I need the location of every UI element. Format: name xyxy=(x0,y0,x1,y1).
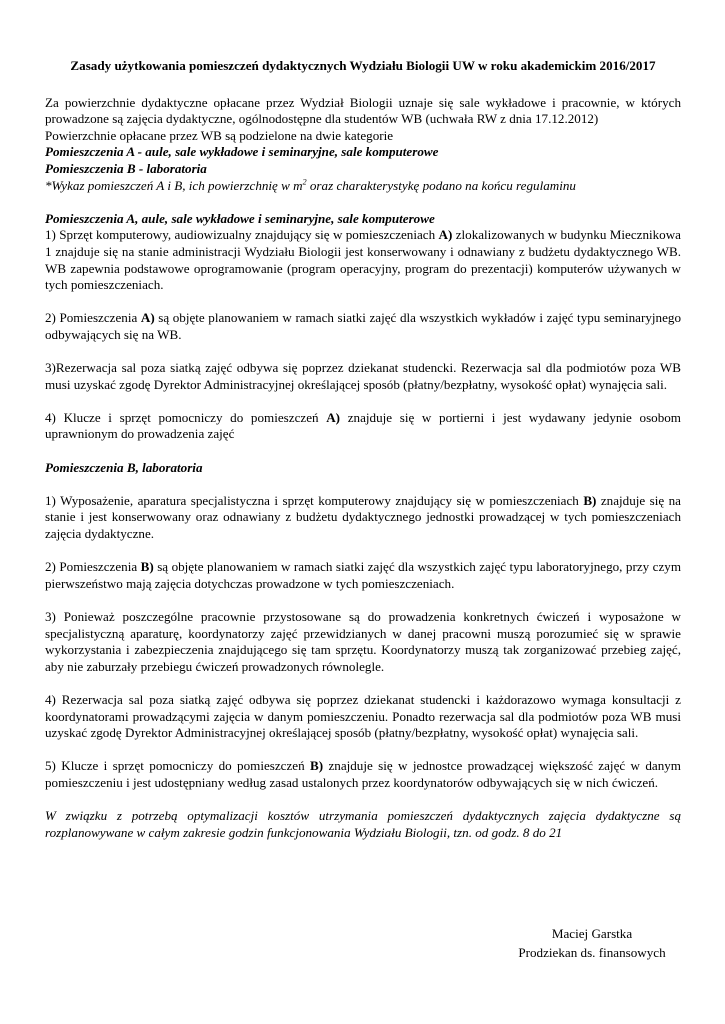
section-a-item-4: 4) Klucze i sprzęt pomocniczy do pomieszczeń A) znajduje się w portierni i jest wydawany jedynie osobom uprawnionym do prowadzenia zajęć xyxy=(45,409,681,442)
signatory-name: Maciej Garstka xyxy=(551,926,633,941)
closing-note: W związku z potrzebą optymalizacji kosztów utrzymania pomieszczeń dydaktycznych zajęcia dydaktyczne są rozplanowywane w całym zakresie godzin funkcjonowania Wydziału Biologii, tzn. od godz. 8 do 21 xyxy=(45,808,681,840)
list-note: *Wykaz pomieszczeń A i B, ich powierzchnię w $m^2$ oraz charakterystykę podano na końcu regulaminu xyxy=(45,177,576,193)
section-a-item-3: 3)Rezerwacja sal poza siatką zajęć odbywa się poprzez dziekanat studencki. Rezerwacja sal dla podmiotów poza WB musi uzyskać zgodę Dyrektor Administracyjnej określającej sposób (płatny/bezpłatny, wysokość opłat) wynajęcia sali. xyxy=(45,360,681,392)
section-b-item-1: 1) Wyposażenie, aparatura specjalistyczna i sprzęt komputerowy znajdujący się w pomieszczeniach B) znajduje się na stanie i jest konserwowany oraz odnawiany z budżetu dydaktycznego jednostki prowadzącej w tych pomieszczeniach zajęcia dydaktyczne. xyxy=(45,492,681,542)
signature-block xyxy=(512,925,672,962)
category-a-label: Pomieszczenia A - aule, sale wykładowe i seminaryjne, sale komputerowe xyxy=(45,144,439,160)
intro-categories-line: Powierzchnie opłacane przez WB są podzielone na dwie kategorie xyxy=(45,127,394,143)
section-a-item-2: 2) Pomieszczenia A) są objęte planowaniem w ramach siatki zajęć dla wszystkich wykładów i zajęć typu seminaryjnego odbywających się na WB. xyxy=(45,310,681,342)
category-b-label: Pomieszczenia B - laboratoria xyxy=(45,160,207,176)
section-b-item-4: 4) Rezerwacja sal poza siatką zajęć odbywa się poprzez dziekanat studencki i każdorazowo wymaga konsultacji z koordynatorami prowadzącymi zajęcia w danym pomieszczeniu. Ponadto rezerwacja sal dla podmiotów poza WB musi uzyskać zgodę Dyrektor Administracyjnej określającej sposób (płatny/bezpłatny, wysokość opłat) wynajęcia sali. xyxy=(45,691,681,741)
intro-paragraph: Za powierzchnie dydaktyczne opłacane przez Wydział Biologii uznaje się sale wykładowe i pracownie, w których prowadzone są zajęcia dydaktyczne, ogólnodostępne dla studentów WB (uchwała RW z dnia 17.12.2012) xyxy=(45,94,681,127)
document-title: Zasady użytkowania pomieszczeń dydaktycznych Wydziału Biologii UW w roku akademickim 2016/2017 xyxy=(70,58,656,73)
section-b-item-3: 3) Ponieważ poszczególne pracownie przystosowane są do prowadzenia konkretnych ćwiczeń i wyposażone w specjalistyczną aparaturę, koordynatorzy zajęć przewidzianych w danej pracowni muszą porozumieć się w sprawie wykorzystania i zabezpieczenia znajdującego się tam sprzętu. Koordynatorzy muszą tak zorganizować przebieg zajęć, aby nie zaburzały przebiegu ćwiczeń prowadzonych równolegle. xyxy=(45,609,681,674)
section-b-heading: Pomieszczenia B, laboratoria xyxy=(45,459,203,475)
section-a-heading: Pomieszczenia A, aule, sale wykładowe i seminaryjne, sale komputerowe xyxy=(45,210,435,226)
section-a-item-1: 1) Sprzęt komputerowy, audiowizualny znajdujący się w pomieszczeniach A) zlokalizowanych w budynku Miecznikowa 1 znajduje się na stanie administracji Wydziału Biologii jest konserwowany i odnawiany z budżetu dydaktycznego WB. WB zapewnia podstawowe oprogramowanie (program operacyjny, program do prezentacji) komputerów używanych w tych pomieszczeniach. xyxy=(45,227,681,293)
document-body xyxy=(45,58,681,841)
section-b-item-2: 2) Pomieszczenia B) są objęte planowaniem w ramach siatki zajęć dla wszystkich zajęć typu laboratoryjnego, przy czym pierwszeństwo mają zajęcia dotychczas prowadzone w tych pomieszczeniach. xyxy=(45,559,681,591)
signatory-role: Prodziekan ds. finansowych xyxy=(518,944,666,960)
section-b-item-5: 5) Klucze i sprzęt pomocniczy do pomieszczeń B) znajduje się w jednostce prowadzącej większość zajęć w danym pomieszczeniu i jest udostępniany według zasad ustalonych przez koordynatorów odbywających się w nich ćwiczeń. xyxy=(45,758,681,790)
